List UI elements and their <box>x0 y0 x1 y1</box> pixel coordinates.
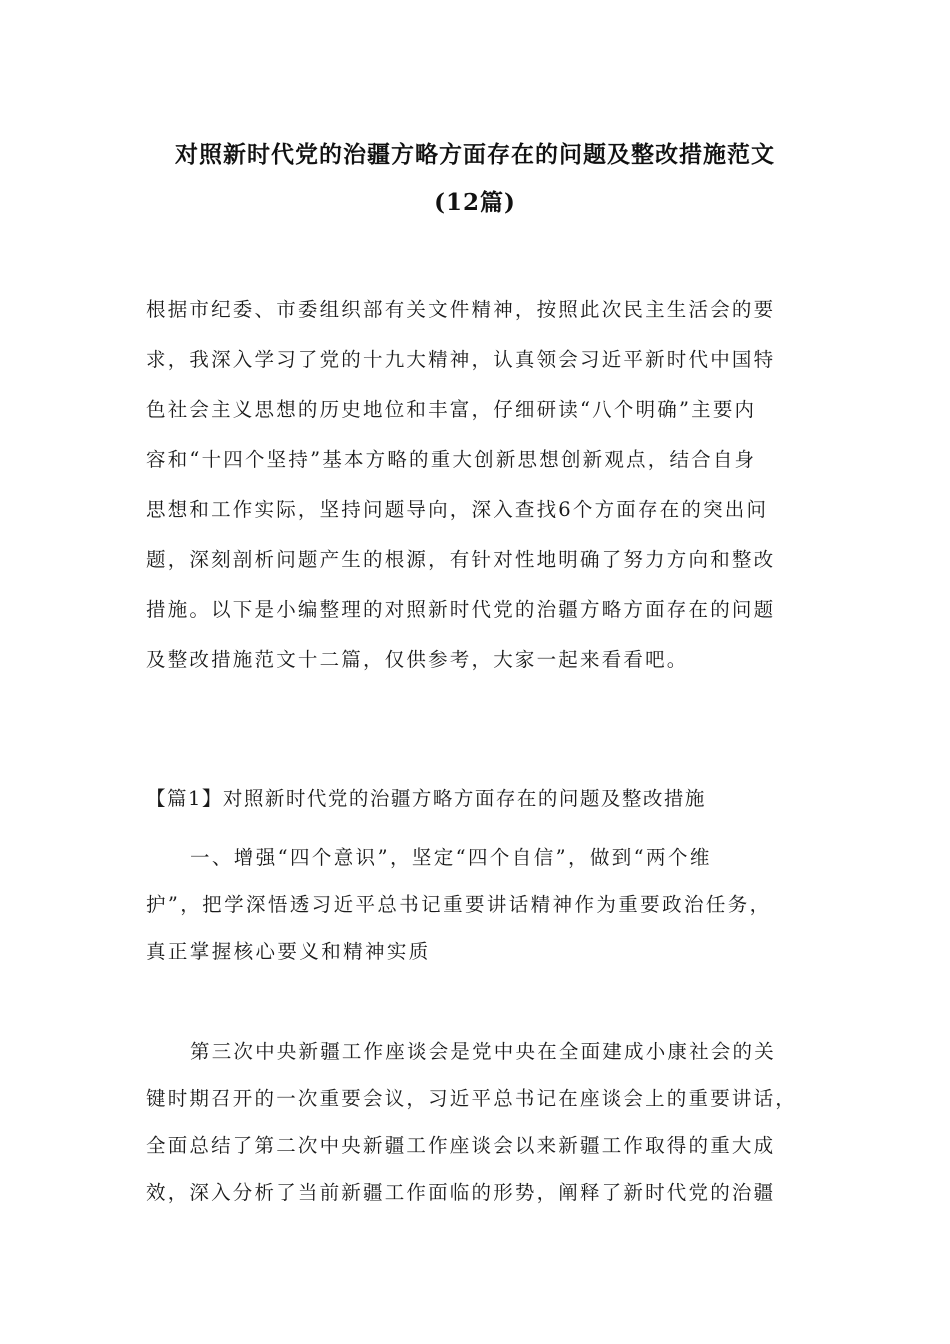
intro-line: 措施。以下是小编整理的对照新时代党的治疆方略方面存在的问题 <box>146 598 776 621</box>
intro-line: 求，我深入学习了党的十九大精神，认真领会习近平新时代中国特 <box>146 348 776 371</box>
item-line: 一、增强“四个意识”，坚定“四个自信”，做到“两个维 <box>190 846 712 869</box>
intro-line: 题，深刻剖析问题产生的根源，有针对性地明确了努力方向和整改 <box>146 548 776 571</box>
intro-line: 色社会主义思想的历史地位和丰富，仔细研读“八个明确”主要内 <box>146 398 757 421</box>
item-heading <box>146 834 826 975</box>
intro-line: 根据市纪委、市委组织部有关文件精神，按照此次民主生活会的要 <box>146 298 776 321</box>
item-line: 护”，把学深悟透习近平总书记重要讲话精神作为重要政治任务， <box>146 893 772 916</box>
intro-paragraph <box>146 285 816 685</box>
item-line: 真正掌握核心要义和精神实质 <box>146 940 431 963</box>
document-title-count: (12篇) <box>434 189 516 216</box>
intro-line: 及整改措施范文十二篇，仅供参考，大家一起来看看吧。 <box>146 648 689 671</box>
body-line: 键时期召开的一次重要会议，习近平总书记在座谈会上的重要讲话， <box>146 1087 798 1110</box>
section-heading: 【篇1】对照新时代党的治疆方略方面存在的问题及整改措施 <box>146 787 706 810</box>
body-line: 全面总结了第二次中央新疆工作座谈会以来新疆工作取得的重大成 <box>146 1134 776 1157</box>
body-paragraph <box>146 1028 826 1216</box>
document-title: 对照新时代党的治疆方略方面存在的问题及整改措施范文 <box>175 141 775 168</box>
body-line: 效，深入分析了当前新疆工作面临的形势，阐释了新时代党的治疆 <box>146 1181 776 1204</box>
intro-line: 容和“十四个坚持”基本方略的重大创新思想创新观点，结合自身 <box>146 448 757 471</box>
body-line: 第三次中央新疆工作座谈会是党中央在全面建成小康社会的关 <box>190 1040 776 1063</box>
intro-line: 思想和工作实际，坚持问题导向，深入查找6个方面存在的突出问 <box>146 498 769 521</box>
